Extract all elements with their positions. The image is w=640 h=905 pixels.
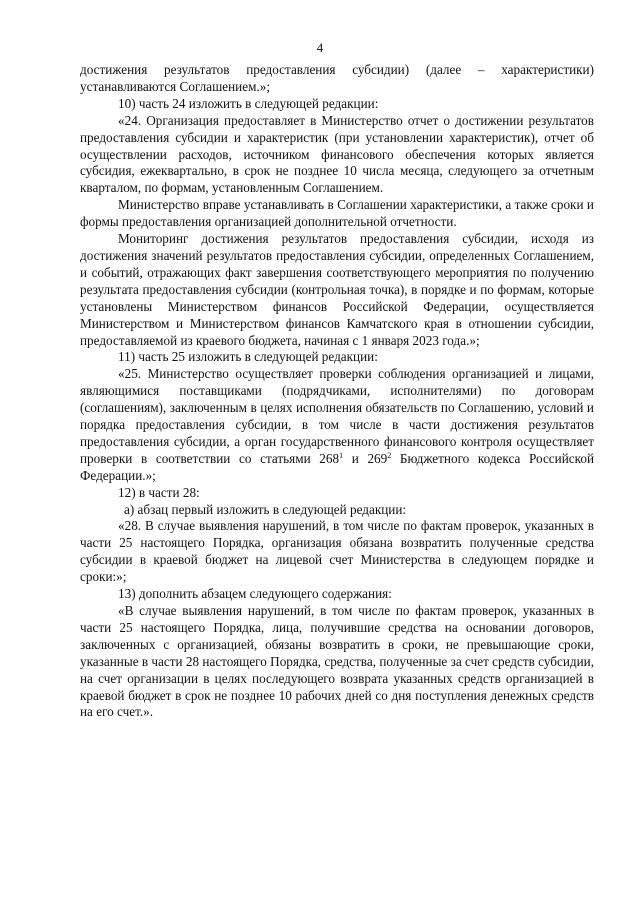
paragraph-item-12: 12) в части 28: [118,484,200,500]
part-25-text-middle: и 269 [343,450,388,466]
paragraph-new-abzats: «В случае выявления нарушений, в том числе по фактам проверок, указанных в части 25 настоящего Порядка, лица, получившие средства на основании договоров, заключенных с организацией, обязаны возвратить в сроки, не превышающие сроки, указанные в части 28 настоящего Порядка, средства, полученные за счет средств субсидии, на счет организации в целях последующего возврата указанных средств организацией в краевой бюджет в срок не позднее 10 рабочих дней со дня поступления денежных средств на его счет.». [80,603,594,720]
paragraph-item-11: 11) часть 25 изложить в следующей редакции: [118,349,378,365]
paragraph-part-24: «24. Организация предоставляет в Министерство отчет о достижении результатов предоставления субсидии и характеристик (при установлении характеристик), отчет об осуществлении расходов, источником финансового обеспечения которых является субсидия, ежеквартально, в срок не позднее 10 числа месяца, следующего за отчетным кварталом, по формам, установленным Соглашением. [80,112,594,196]
paragraph-continuation: достижения результатов предоставления субсидии) (далее – характеристики) устанавливаются Соглашением.»; [80,62,594,94]
paragraph-monitoring: Мониторинг достижения результатов предоставления субсидии, исходя из достижения значений результатов предоставления субсидии, определенных Соглашением, и событий, отражающих факт завершения соответствующего мероприятия по получению результата предоставления субсидии (контрольная точка), в порядке и по формам, которые установлены Министерством финансов Российской Федерации, осуществляется Министерством и Министерством финансов Камчатского края в отношении субсидии, предоставляемой из краевого бюджета, начиная с 1 января 2023 года.»; [80,231,594,348]
part-25-text-before: «25. Министерство осуществляет проверки соблюдения организацией и лицами, являющимися поставщиками (подрядчиками, исполнителями) по договорам (соглашениям), заключенным в целях исполнения обязательств по Соглашению, условий и порядка предоставления субсидии, в том числе в части достижения результатов предоставления субсидии, а орган государственного финансового контроля осуществляет проверки в соответствии со статьями 268 [80,366,594,466]
document-body [80,62,594,721]
superscript-2: 2 [387,450,392,460]
paragraph-item-10: 10) часть 24 изложить в следующей редакции: [118,95,379,111]
paragraph-part-28: «28. В случае выявления нарушений, в том числе по фактам проверок, указанных в части 25 настоящего Порядка, организация обязана возвратить полученные средства субсидии в краевой бюджет на лицевой счет Министерства в следующем порядке и сроки:»; [80,518,594,585]
paragraph-part-25 [80,366,594,484]
part-25-text-after: Бюджетного кодекса Российской Федерации.»; [80,450,595,483]
paragraph-item-13: 13) дополнить абзацем следующего содержания: [118,586,392,602]
page-number: 4 [316,40,324,55]
paragraph-ministry-rights: Министерство вправе устанавливать в Соглашении характеристики, а также сроки и формы предоставления организацией дополнительной отчетности. [80,197,594,230]
superscript-1: 1 [339,450,344,460]
paragraph-subitem-a: а) абзац первый изложить в следующей редакции: [124,501,407,517]
